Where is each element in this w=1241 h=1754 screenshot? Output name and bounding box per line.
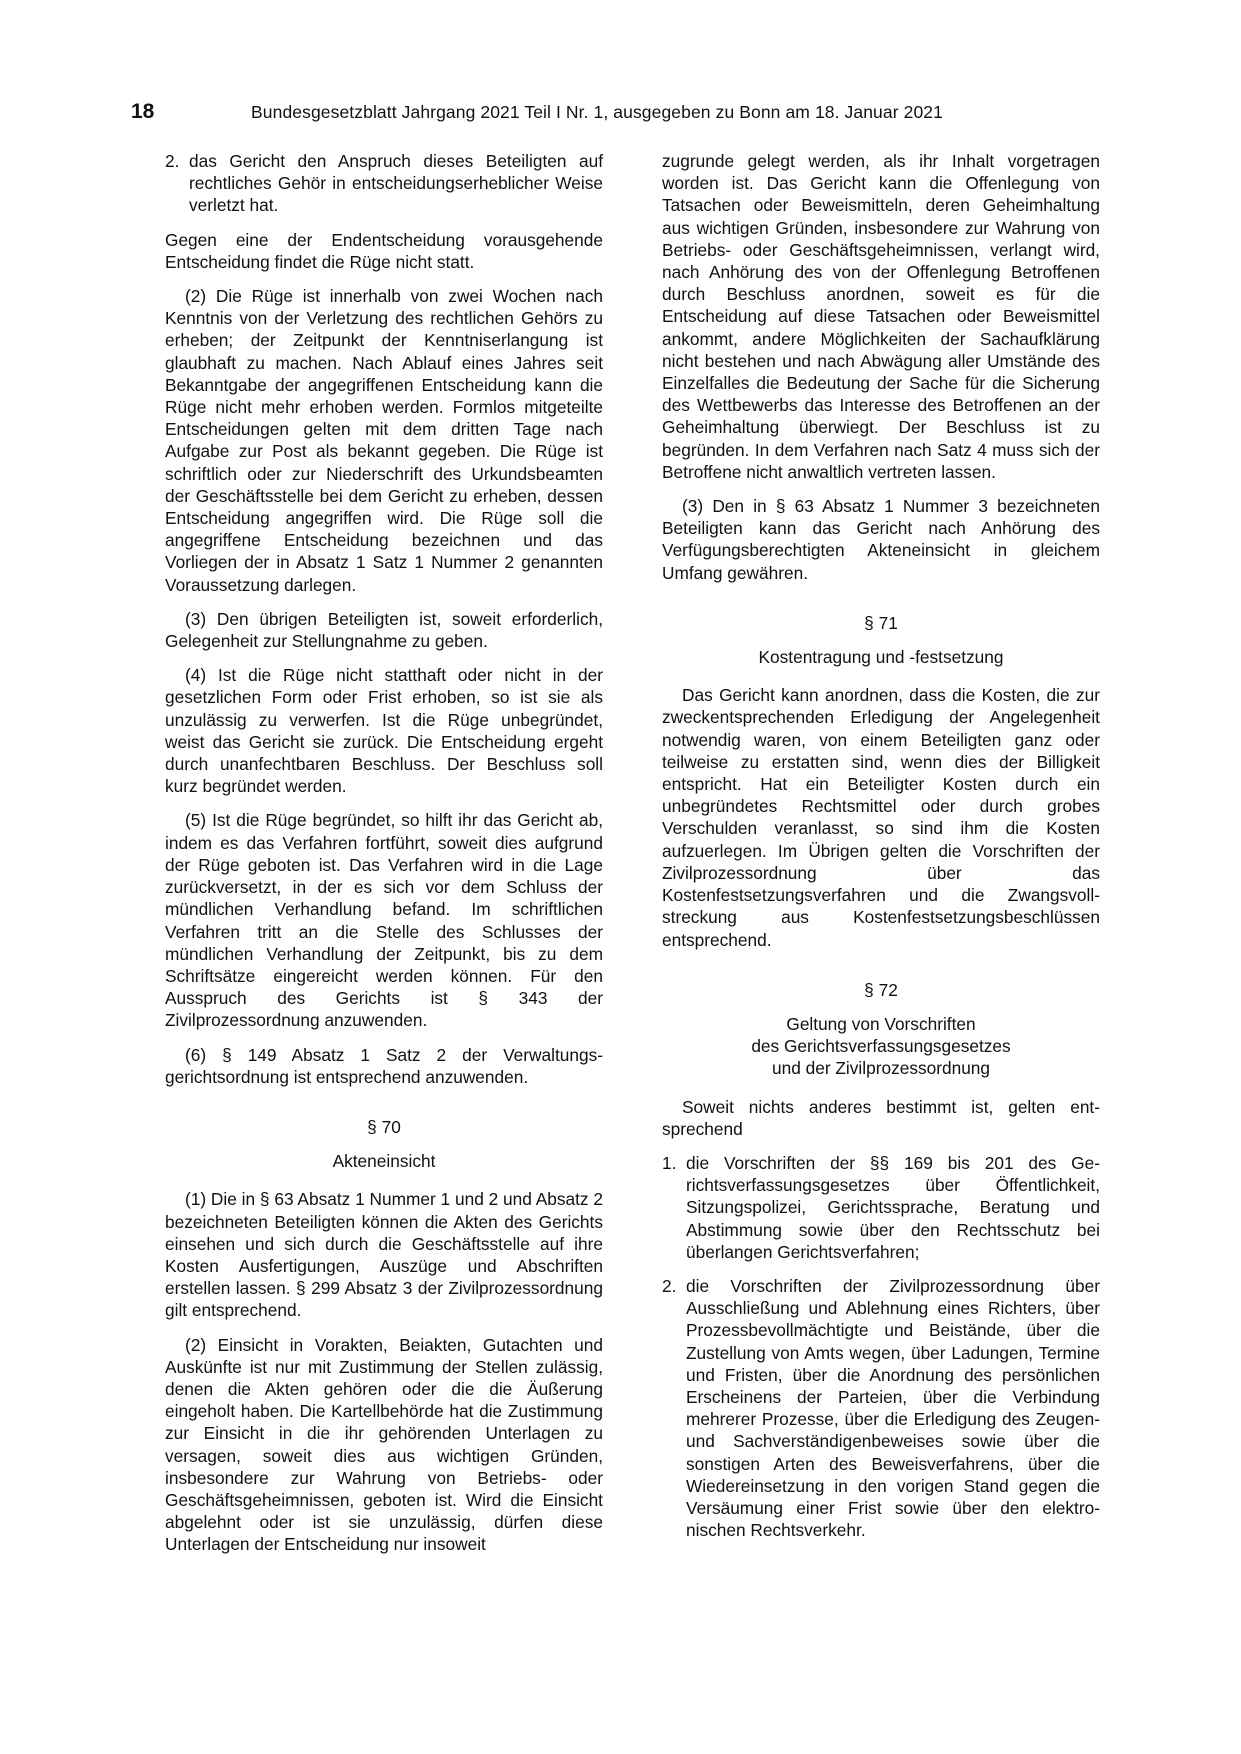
section-title-line: des Gerichtsverfassungsgesetzes — [751, 1036, 1011, 1057]
list-item — [165, 150, 603, 217]
list-item — [662, 1275, 1100, 1541]
page-header — [131, 100, 1116, 126]
paragraph: (4) Ist die Rüge nicht statthaft oder nicht in der gesetzlichen Form oder Frist erhoben, so ist sie als unzulässig zu verwerfen. Ist die Rüge unbegründet, weist das Gericht sie zurück. Die Entscheidung ergeht durch unanfechtbaren Beschluss. Der Beschluss soll kurz begründet werden. — [165, 665, 603, 797]
paragraph: Das Gericht kann anordnen, dass die Kosten, die zur zweckentsprechenden Erledigung der Angelegenheit notwendig waren, von einem Beteiligten ganz oder teilweise zu erstatten sind, wenn dies der Billigkeit entspricht. Hat ein Beteiligter Kosten durch ein unbegründetes Rechtsmittel oder durch grobes Verschulden veranlasst, so sind ihm die Kosten aufzuerlegen. Im Übrigen gelten die Vorschriften der Zivilprozessordnung über das Kostenfestsetzungsverfahren und die Zwangsvollstreckung aus Kostenfestsetzungsbeschlüssen entsprechend. — [662, 685, 1100, 950]
paragraph: zugrunde gelegt werden, als ihr Inhalt vorgetragen worden ist. Das Gericht kann die Offenlegung von Tatsachen oder Beweismitteln, deren Geheimhaltung aus wichtigen Gründen, insbesondere zur Wahrung von Betriebs- oder Geschäftsgeheimnissen, verlangt wird, nach Anhörung des von der Offenlegung Betroffenen durch Beschluss anordnen, soweit es für die Entscheidung auf diese Tatsachen oder Beweismittel ankommt, andere Möglichkeiten der Sachaufklärung nicht bestehen und nach Abwägung aller Umstände des Einzelfalles die Bedeutung der Sache für die Sicherung des Wettbewerbs das Interesse des Betroffenen an der Geheimhaltung überwiegt. Der Beschluss ist zu begründen. In dem Verfahren nach Satz 4 muss sich der Betroffene nicht anwaltlich vertreten lassen. — [662, 151, 1100, 482]
paragraph: (6) § 149 Absatz 1 Satz 2 der Verwaltungsgerichtsordnung ist entsprechend anzuwenden. — [165, 1044, 603, 1087]
page-number: 18 — [131, 100, 155, 123]
running-head: Bundesgesetzblatt Jahrgang 2021 Teil I Nr. 1, ausgegeben zu Bonn am 18. Januar 2021 — [251, 102, 943, 122]
paragraph: (2) Einsicht in Vorakten, Beiakten, Gutachten und Auskünfte ist nur mit Zustimmung der Stellen zulässig, denen die Akten gehören oder die die Äußerung eingeholt haben. Die Kartellbehörde hat die Zustimmung zur Einsicht in die ihr gehörenden Unterlagen zu versagen, soweit dies aus wichtigen Gründen, insbesondere zur Wahrung von Betriebs- oder Geschäftsgeheimnissen, geboten ist. Wird die Einsicht abgelehnt oder ist sie unzulässig, dürfen diese Unterlagen der Entscheidung nur insoweit — [165, 1334, 603, 1555]
list-item — [662, 1152, 1100, 1263]
section-title-line: und der Zivilprozessordnung — [771, 1058, 991, 1079]
paragraph: (5) Ist die Rüge begründet, so hilft ihr das Gericht ab, indem es das Verfahren fortführt, soweit dies aufgrund der Rüge geboten ist. Das Verfahren wird in die Lage zurückversetzt, in der es sich vor dem Schluss der mündlichen Verhandlung befand. Im schriftlichen Verfahren tritt an die Stelle des Schlusses der mündlichen Verhandlung der Zeitpunkt, bis zu dem Schriftsätze eingereicht werden können. Für den Ausspruch des Gerichts ist § 343 der Zivilprozessordnung anzuwenden. — [165, 810, 603, 1031]
section-number: § 71 — [864, 612, 898, 633]
left-column — [165, 150, 603, 1568]
list-item-number: 1. — [662, 1152, 677, 1173]
paragraph: Soweit nichts anderes bestimmt ist, gelten entsprechend — [662, 1096, 1100, 1139]
section-number: § 70 — [367, 1116, 401, 1137]
paragraph: (1) Die in § 63 Absatz 1 Nummer 1 und 2 und Absatz 2 bezeichneten Beteiligten können die Akten des Gerichts einsehen und sich durch die Geschäftsstelle auf ihre Kosten Ausfertigungen, Auszüge und Abschriften erstellen lassen. § 299 Absatz 3 der Zivilprozessordnung gilt entsprechend. — [165, 1189, 603, 1321]
section-title-line: Geltung von Vorschriften — [786, 1013, 976, 1034]
section-title: Akteneinsicht — [332, 1151, 436, 1172]
list-item-number: 2. — [165, 151, 180, 171]
paragraph: (2) Die Rüge ist innerhalb von zwei Wochen nach Kenntnis von der Verletzung des rechtlichen Gehörs zu erheben; der Zeitpunkt der Kenntniserlangung ist glaubhaft zu machen. Nach Ablauf eines Jahres seit Bekanntgabe der angegriffenen Entscheidung kann die Rüge nicht mehr erhoben werden. Formlos mitgeteilte Entscheidungen gelten mit dem dritten Tage nach Aufgabe zur Post als bekannt gegeben. Die Rüge ist schriftlich oder zur Niederschrift des Urkundsbeamten der Geschäftsstelle bei dem Gericht zu erheben, dessen Entscheidung angegriffen wird. Die Rüge soll die angegriffene Entscheidung bezeichnen und das Vorliegen der in Absatz 1 Satz 1 Nummer 2 genannten Voraussetzung darlegen. — [165, 286, 603, 595]
paragraph: (3) Den übrigen Beteiligten ist, soweit erforderlich, Gelegenheit zur Stellungnahme zu geben. — [165, 608, 603, 652]
list-item-number: 2. — [662, 1275, 677, 1296]
section-title: Kostentragung und -festsetzung — [758, 647, 1004, 668]
paragraph: Gegen eine der Endentscheidung vorausgehende Entscheidung findet die Rüge nicht statt. — [165, 229, 603, 272]
section-title — [662, 1013, 1100, 1080]
right-column — [662, 150, 1100, 1553]
paragraph: (3) Den in § 63 Absatz 1 Nummer 3 bezeichneten Beteiligten kann das Gericht nach Anhörung des Verfügungsberechtigten Akteneinsicht in gleichem Umfang gewähren. — [662, 496, 1100, 583]
list-item-text: die Vorschriften der §§ 169 bis 201 des Gerichtsverfassungsgesetzes über Öffentlichkeit, Sitzungspolizei, Gerichtssprache, Beratung und Abstimmung sowie über den Rechtsschutz bei überlangen Gerichtsverfahren; — [686, 1152, 1100, 1262]
list-item-text: das Gericht den Anspruch dieses Beteiligten auf rechtliches Gehör in entscheidungserheblicher Weise verletzt hat. — [189, 151, 603, 216]
section-number: § 72 — [864, 979, 898, 1000]
list-item-text: die Vorschriften der Zivilprozessordnung über Ausschließung und Ablehnung eines Richters, über Prozessbevollmächtigte und Beistände, über die Zustellung von Amts wegen, über Ladungen, Termine und Fristen, über die Anordnung des persönlichen Erscheinens der Parteien, über die Verbindung mehrerer Prozesse, über die Erledigung des Zeugen- und Sachverständigenbeweises sowie über die sonstigen Arten des Beweisverfahrens, über die Wiedereinsetzung in den vorigen Stand gegen die Versäumung einer Frist sowie über den elektronischen Rechtsverkehr. — [686, 1275, 1100, 1541]
